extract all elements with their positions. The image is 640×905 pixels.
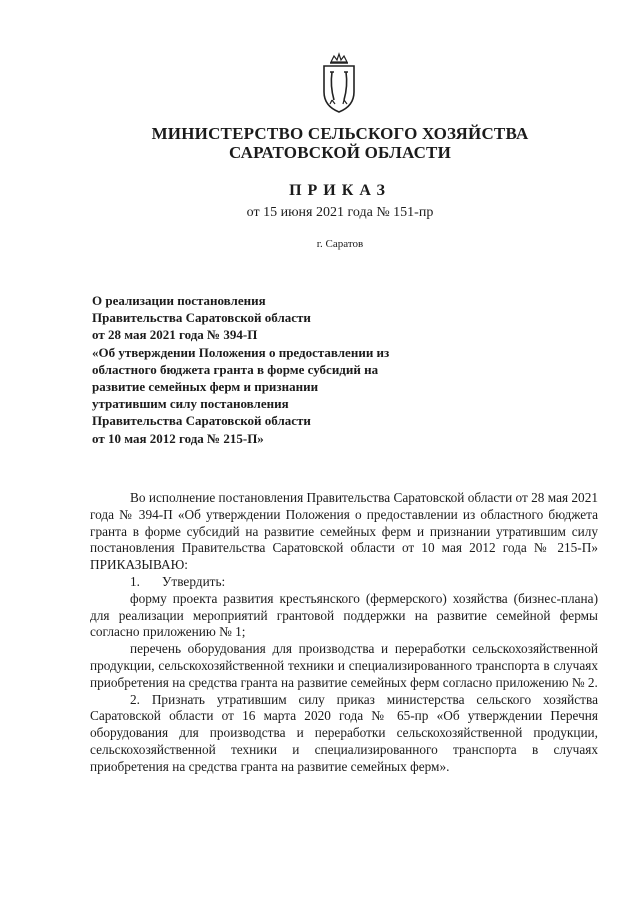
preamble-paragraph: Во исполнение постановления Правительства Саратовской области от 28 мая 2021 года № 394-П «Об утверждении Положения о предоставлении из областного бюджета гранта в форме субсидий на развитие семейных ферм и признании утратившим силу постановления Правительства Саратовской области от 10 мая 2012 года № 215-П» ПРИКАЗЫВАЮ:	[90, 490, 599, 573]
subject-line: областного бюджета гранта в форме субсидий на	[92, 361, 379, 377]
item-1-text: Утвердить:	[162, 573, 226, 589]
ministry-name-line1: МИНИСТЕРСТВО СЕЛЬСКОГО ХОЗЯЙСТВА	[151, 124, 529, 143]
saratov-coat-of-arms-icon	[318, 52, 360, 114]
item-1-subitem-form: форму проекта развития крестьянского (фермерского) хозяйства (бизнес-плана) для реализации мероприятий грантовой поддержки на развитие семейной фермы согласно приложению № 1;	[90, 590, 598, 640]
order-city: г. Саратов	[316, 238, 364, 250]
subject-line: Правительства Саратовской области	[92, 413, 311, 429]
order-subject	[92, 292, 472, 447]
subject-line: от 10 мая 2012 года № 215-П»	[92, 430, 264, 446]
item-1-number: 1.	[130, 573, 140, 589]
order-date-number: от 15 июня 2021 года № 151-пр	[246, 205, 434, 220]
ministry-name-line2: САРАТОВСКОЙ ОБЛАСТИ	[228, 143, 452, 162]
document-type-title: ПРИКАЗ	[289, 182, 391, 199]
item-1	[90, 574, 598, 591]
subject-line: Правительства Саратовской области	[92, 310, 311, 326]
item-2-paragraph: 2. Признать утратившим силу приказ министерства сельского хозяйства Саратовской области от 16 марта 2020 года № 65-пр «Об утверждении Перечня оборудования для производства и переработки сельскохозяйственной продукции, сельскохозяйственной техники и специализированного транспорта в случаях приобретения на средства гранта на развитие семейных ферм».	[90, 691, 598, 774]
subject-line: «Об утверждении Положения о предоставлении из	[92, 344, 390, 360]
subject-line: развитие семейных ферм и признании	[92, 379, 319, 395]
subject-line: О реализации постановления	[92, 293, 266, 308]
subject-line: утратившим силу постановления	[92, 396, 289, 412]
subject-line: от 28 мая 2021 года № 394-П	[92, 327, 258, 343]
order-body	[90, 490, 598, 776]
item-1-subitem-list: перечень оборудования для производства и переработки сельскохозяйственной продукции, сельскохозяйственной техники и специализированного транспорта в случаях приобретения на средства гранта на развитие семейных ферм согласно приложению № 2.	[90, 641, 598, 690]
